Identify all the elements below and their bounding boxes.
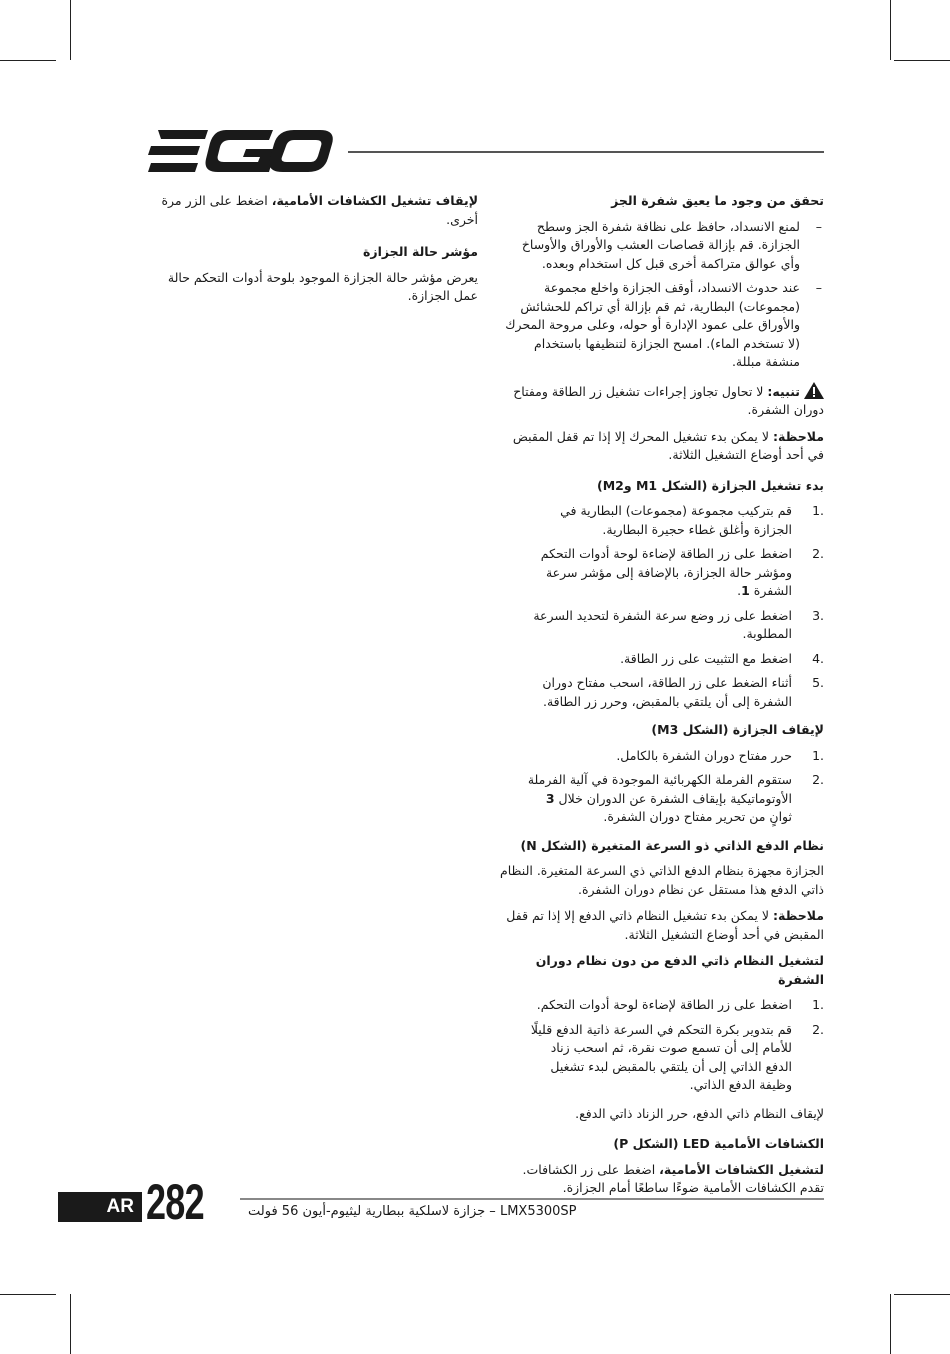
step-text: اضغط مع التثبيت على زر الطاقة. (620, 650, 792, 666)
note-paragraph (500, 428, 824, 465)
list-item (500, 996, 824, 1015)
list-item (500, 674, 824, 711)
step-number: 1. (812, 997, 824, 1012)
paragraph (150, 192, 478, 229)
list-item (500, 771, 824, 827)
section-heading: تحقق من وجود ما يعيق شفرة الجز (611, 193, 824, 208)
list-item (500, 1021, 824, 1095)
list-item (500, 650, 824, 669)
crop-mark (70, 0, 71, 60)
section-heading: مؤشر حالة الجزازة (363, 244, 478, 259)
list-item (500, 502, 824, 539)
step-text: اضغط على زر الطاقة لإضاءة لوحة أدوات التحكم. (536, 997, 792, 1012)
left-column (150, 192, 478, 314)
step-text: اضغط على زر الطاقة لإضاءة لوحة أدوات التحكم ومؤشر حالة الجزازة، بالإضافة إلى مؤشر سرعة الشفرة (540, 546, 792, 598)
header-rule (348, 151, 824, 153)
paragraph (500, 1161, 824, 1198)
paragraph: الجزازة مجهزة بنظام الدفع الذاتي ذي السرعة المتغيرة. النظام ذاتي الدفع هذا مستقل عن نظام دوران الشفرة. (500, 863, 824, 897)
list-item (500, 545, 824, 601)
step-text: قم بتركيب مجموعة (مجموعات) البطارية في الجزازة وأغلق غطاء حجيرة البطارية. (560, 503, 792, 537)
bullet-list (500, 218, 824, 372)
numbered-list (500, 996, 824, 1095)
paragraph-bold: لإيقاف تشغيل الكشافات الأمامية، (271, 193, 478, 208)
step-text: . (737, 583, 742, 598)
step-text: ستقوم الفرملة الكهربائية الموجودة في آلية الفرملة الأوتوماتيكية بإيقاف الشفرة عن الدوران خلال (527, 772, 792, 806)
crop-mark (890, 0, 891, 60)
section-heading: لإيقاف الجزازة (الشكل M3) (651, 722, 824, 737)
paragraph-text: اضغط على زر الكشافات. تقدم الكشافات الأمامية ضوءًا ساطعًا أمام الجزازة. (522, 1161, 824, 1195)
note-label: ملاحظة: (773, 428, 824, 444)
note-text: لا يمكن بدء تشغيل المحرك إلا إذا تم قفل المقبض في أحد أوضاع التشغيل الثلاثة. (512, 428, 824, 462)
crop-mark (0, 1294, 56, 1295)
step-text: حرر مفتاح دوران الشفرة بالكامل. (616, 747, 792, 763)
step-number: 2. (812, 546, 824, 561)
list-item (500, 607, 824, 644)
right-column (500, 192, 824, 1206)
warning-paragraph (500, 382, 824, 420)
section-heading: بدء تشغيل الجزازة (الشكل M1 وM2) (596, 477, 824, 493)
warning-triangle-icon (804, 382, 824, 399)
list-item: – لمنع الانسداد، حافظ على نظافة شفرة الجز وسطح الجزازة. قم بإزالة قصاصات العشب والأوراق والأوساخ وأي عوالق متراكمة أخرى قبل كل استخدام وبعده. (500, 218, 824, 274)
step-number: 3. (812, 607, 824, 623)
crop-mark (0, 60, 56, 61)
ego-logo (148, 130, 333, 172)
step-number: 1. (812, 747, 824, 763)
paragraph-bold: لتشغيل الكشافات الأمامية، (659, 1161, 824, 1177)
step-text: اضغط على زر وضع سرعة الشفرة لتحديد السرعة المطلوبة. (533, 607, 792, 641)
step-text: ثوانٍ من تحرير مفتاح دوران الشفرة. (603, 809, 792, 824)
crop-mark (890, 1294, 891, 1354)
list-item (500, 747, 824, 766)
step-number: 2. (812, 772, 824, 787)
page-number: 282 (146, 1174, 204, 1230)
step-number: 1. (812, 503, 824, 518)
step-text: قم بتدوير بكرة التحكم في السرعة ذاتية الدفع قليلًا للأمام إلى أن تسمع صوت نقرة، ثم اسحب زناد الدفع الذاتي إلى أن يلتقي بالمقبض لبدء تشغيل وظيفة الدفع الذاتي. (530, 1021, 792, 1092)
step-number: 4. (812, 650, 824, 666)
step-bold: 1 (741, 583, 750, 598)
footer-text: LMX5300SP – جزازة لاسلكية ببطارية ليثيوم-أيون 56 فولت (248, 1204, 577, 1219)
note-paragraph (500, 907, 824, 944)
language-badge: AR (58, 1192, 142, 1222)
step-bold: 3 (545, 790, 555, 806)
footer-rule (240, 1198, 824, 1200)
section-heading: الكشافات الأمامية LED (الشكل P) (613, 1136, 824, 1151)
warning-label: تنبيه: (767, 383, 800, 399)
warning-text: لا تحاول تجاوز إجراءات تشغيل زر الطاقة ومفتاح دوران الشفرة. (513, 383, 824, 417)
paragraph: لإيقاف النظام ذاتي الدفع، حرر الزناد ذاتي الدفع. (575, 1105, 824, 1121)
numbered-list (500, 502, 824, 711)
crop-mark (894, 60, 950, 61)
note-label: ملاحظة: (773, 908, 824, 923)
section-heading: لتشغيل النظام ذاتي الدفع من دون نظام دوران الشفرة (535, 953, 824, 987)
note-text: لا يمكن بدء تشغيل النظام ذاتي الدفع إلا إذا تم قفل المقبض في أحد أوضاع التشغيل الثلاثة. (506, 908, 824, 942)
step-number: 5. (812, 675, 824, 690)
crop-mark (70, 1294, 71, 1354)
list-item: – عند حدوث الانسداد، أوقف الجزازة واخلع مجموعة (مجموعات) البطارية، ثم قم بإزالة أي تراكم للحشائش والأوراق على عمود الإدارة أو حوله، وعلى مروحة المحرك (لا تستخدم الماء). امسح الجزازة لتنظيفها باستخدام منشفة مبللة. (500, 279, 824, 372)
step-number: 2. (812, 1021, 824, 1037)
crop-mark (894, 1294, 950, 1295)
numbered-list (500, 747, 824, 827)
step-text: أثناء الضغط على زر الطاقة، اسحب مفتاح دوران الشفرة إلى أن يلتقي بالمقبض، وحرر زر الطاقة. (542, 675, 792, 709)
paragraph-text: اضغط على الزر مرة أخرى. (161, 193, 478, 227)
section-heading: نظام الدفع الذاتي ذو السرعة المتغيرة (الشكل N) (520, 837, 824, 853)
paragraph: يعرض مؤشر حالة الجزازة الموجود بلوحة أدوات التحكم حالة عمل الجزازة. (167, 269, 478, 303)
